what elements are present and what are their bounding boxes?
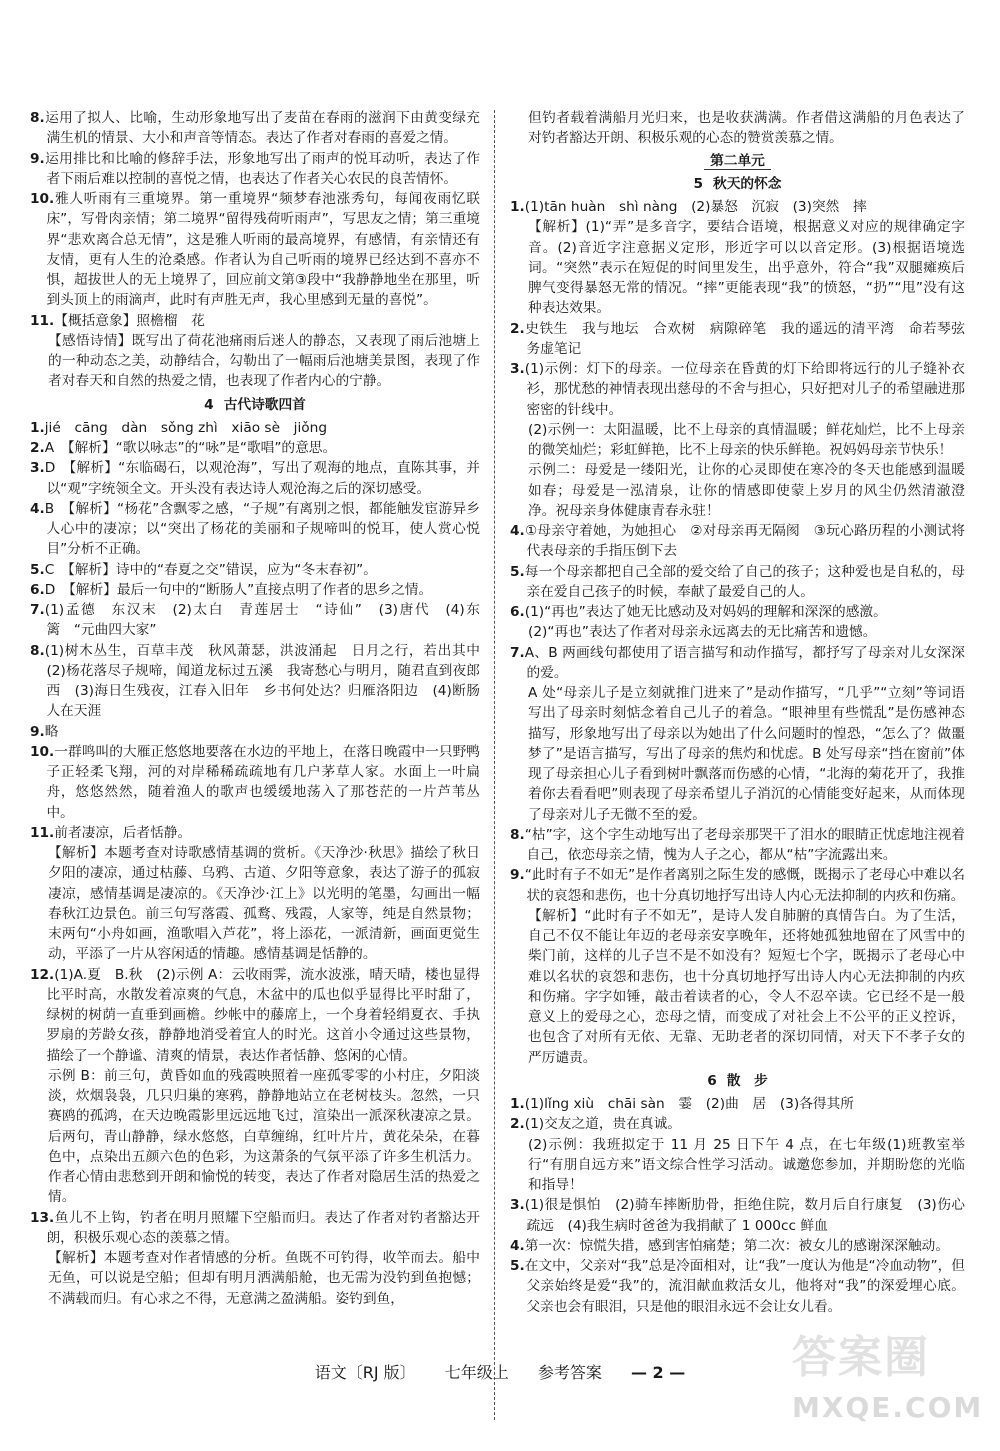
answer-number: 5.	[30, 561, 45, 578]
answer-number: 9.	[30, 723, 45, 740]
answer-item	[528, 217, 965, 318]
answer-text: 【解析】本题考查对作者情感的分析。鱼既不可钓得，收竿而去。船中无鱼，可以说是空船；但却有明月洒满船舱，也无需为没钓到鱼抱憾；不满载而归。有心求之不得，无意满之盈满船。姿钓到鱼，	[48, 1250, 480, 1307]
answer-text: (2)示例：我班拟定于 11 月 25 日下午 4 点，在七年级(1)班教室举行“有朋自远方来”语文综合性学习活动。诚邀您参加，并期盼您的光临和指导！	[528, 1136, 965, 1193]
answer-item	[510, 562, 965, 603]
answer-number: 10.	[30, 191, 55, 207]
answer-text: 【概括意象】照檐榴 花	[54, 312, 205, 329]
section-heading	[510, 174, 965, 194]
answer-number: 4.	[30, 500, 45, 517]
answer-item	[528, 420, 965, 461]
answer-number: 1.	[510, 199, 525, 215]
answer-item	[510, 1114, 965, 1134]
answer-item	[30, 641, 494, 722]
answer-text: jié cāng dàn sǒng zhì xiāo sè jiǒng	[44, 419, 328, 436]
answer-text: 运用了拟人、比喻，生动形象地写出了麦苗在春雨的滋润下由黄变绿充满生机的情景、大小和声音等情态。表达了作者对春雨的喜爱之情。	[44, 110, 480, 147]
answer-number: 6.	[30, 581, 45, 598]
answer-number: 3.	[510, 1197, 525, 1214]
answer-item	[528, 108, 965, 149]
answer-text: B 【解析】“杨花”含飘零之感，“子规”有离别之恨，都能触发宦游异乡人心中的凄凉；以“突出了杨花的美丽和子规啼叫的悦耳，使人赏心悦目”分析不正确。	[44, 500, 480, 558]
answer-item	[30, 1208, 480, 1249]
answer-text: (1)很是惧怕 (2)骑车摔断肋骨，拒绝住院，数月后自行康复 (3)伤心疏远 (4)我生病时爸爸为我捐献了 1 000cc 鲜血	[524, 1197, 965, 1234]
answer-text: 在文中，父亲对“我”总是冷面相对，让“我”一度认为他是“冷血动物”，但父亲始终是爱“我”的，流泪献血救活女儿，他将对“我”的深爱埋心底。父亲也会有眼泪，只是他的眼泪永远不会让女儿看。	[524, 1258, 965, 1315]
section-title: 古代诗歌四首	[223, 396, 306, 413]
answer-number: 1.	[30, 419, 45, 436]
answer-text: 【解析】(1)“弄”是多音字，要结合语境，根据意义对应的规律确定字音。(2)音近字注意据义定形，形近字可以以音定形。(3)根据语境选词。“突然”表示在短促的时间里发生，出乎意外，符合“我”双腿瘫痪后脾气变得暴怒无常的情况。“摔”更能表现“我”的愤怒，“扔”“甩”没有这种表达效果。	[528, 219, 965, 317]
answer-number: 5.	[510, 563, 525, 580]
answer-item	[510, 521, 965, 562]
left-column	[30, 108, 494, 1309]
answer-item	[528, 1135, 965, 1196]
answer-item	[510, 1195, 965, 1236]
answer-number: 8.	[30, 110, 45, 126]
answer-number: 11.	[30, 824, 55, 841]
answer-number: 4.	[510, 523, 525, 539]
answer-item	[48, 1066, 480, 1208]
answer-text: (1)示例：灯下的母亲。一位母亲在昏黄的灯下给即将远行的儿子缝补衣衫，那忧愁的神情表现出慈母的不舍与担心，只好把对儿子的希望融进那密密的针线中。	[524, 361, 965, 418]
answer-text: (1)孟德 东汉末 (2)太白 青莲居士 “诗仙” (3)唐代 (4)东篱 “元曲四大家”	[44, 602, 480, 639]
answer-number: 1.	[510, 1096, 525, 1112]
watermark-logo	[792, 1321, 984, 1439]
answer-text: D 【解析】“东临碣石，以观沧海”，写出了观海的地点，直陈其事，并以“观”字统领全文。开头没有表达诗人观沧海之后的深切感受。	[44, 460, 480, 497]
answer-item	[528, 460, 965, 521]
answer-text: (2)示例一：太阳温暖，比不上母亲的真情温暖；鲜花灿烂，比不上母亲的微笑灿烂；彩虹鲜艳，比不上母亲的快乐鲜艳。祝妈妈母亲节快乐！	[528, 421, 965, 458]
answer-item	[510, 602, 965, 622]
answer-text: A、B 两画线句都使用了语言描写和动作描写，都抒写了母亲对儿女深深的爱。	[524, 644, 965, 681]
answer-item	[510, 359, 965, 420]
section-title: 散 步	[726, 1072, 768, 1089]
answer-text: 【解析】本题考查对诗歌感情基调的赏析。《天净沙·秋思》描绘了秋日夕阳的凄凉，通过枯藤、乌鸦、古道、夕阳等意象，表达了游子的孤寂凄凉，感情基调是凄凉的。《天净沙·江上》以光明的笔墨，勾画出一幅春秋江边景色。前三句写落霞、孤鹜、残霞，人家等，纯是自然景物；末两句“小舟如画，渔歌唱入芦花”，将上添花，一派清新，画面更觉生动，平添了一片从容闲适的情趣。感情基调是恬静的。	[48, 845, 480, 963]
answer-item	[30, 580, 480, 600]
answer-item	[30, 560, 480, 580]
answer-number: 6.	[510, 604, 525, 620]
page-number: — 2 —	[630, 1363, 686, 1382]
answer-text: 第一次：惊慌失措，感到害怕痛楚；第二次：被女儿的感谢深深触动。	[524, 1237, 950, 1254]
answer-item	[528, 622, 965, 642]
answer-number: 8.	[30, 642, 45, 659]
unit-heading	[510, 151, 965, 171]
section-heading	[30, 395, 480, 415]
answer-text: 示例 B：前三句，黄昏如血的残霞映照着一座孤零零的小村庄，夕阳淡淡，炊烟袅袅，几只归巢的寒鸦，静静地站立在老树枝头。忽然，一只赛鸥的孤鸿，在天边晚霞影里远远地飞过，渲染出一派深秋凄凉之景。后两句，青山静静，绿水悠悠，白草缠绵，红叶片片，黄花朵朵，在暮色中，点染出五颜六色的色彩，为这萧条的气氛平添了许多生机活力。作者心情由悲愁到开朗和愉悦的转变，表达了作者对隐居生活的热爱之情。	[48, 1067, 480, 1206]
answer-item	[30, 722, 480, 742]
answer-item	[48, 1248, 480, 1309]
answer-item	[30, 418, 480, 438]
answer-number: 9.	[510, 867, 525, 884]
answer-item	[48, 331, 480, 392]
answer-number: 3.	[30, 460, 45, 477]
answer-item	[30, 311, 480, 331]
answer-number: 3.	[510, 361, 525, 377]
section-number: 5	[693, 175, 704, 192]
answer-item	[30, 600, 480, 641]
answer-text: 前者凄凉，后者恬静。	[54, 824, 192, 841]
section-number: 4	[204, 396, 214, 413]
answer-text: “枯”字，这个字生动地写出了老母亲那哭干了泪水的眼睛正忧虑地注视着自己，依恋母亲之情，愧为人子之心，都从“枯”字流露出来。	[524, 826, 965, 863]
section-title: 秋天的怀念	[713, 175, 782, 192]
answer-text: (1)“再也”表达了她无比感动及对妈妈的理解和深深的感激。	[524, 604, 887, 620]
unit-title: 第二单元	[704, 153, 771, 170]
answer-item	[510, 1236, 965, 1256]
answer-text: (2)“再也”表达了作者对母亲永远离去的无比痛苦和遗憾。	[528, 624, 877, 641]
answer-text: 运用排比和比喻的修辞手法，形象地写出了雨声的悦耳动听，表达了作者下雨后难以控制的喜悦之情，也表达了作者关心农民的良苦情怀。	[44, 150, 480, 187]
answer-item	[30, 742, 480, 823]
answer-text: C 【解析】诗中的“春夏之交”错误，应为“冬末春初”。	[44, 561, 377, 578]
answer-text: 示例二：母爱是一缕阳光，让你的心灵即使在寒冷的冬天也能感到温暖如春；母爱是一泓清泉，让你的情感即使蒙上岁月的风尘仍然清澈澄净。祝母亲身体健康青春永驻！	[528, 462, 965, 519]
answer-number: 2.	[510, 1116, 525, 1133]
answer-number: 7.	[30, 602, 45, 618]
section-number: 6	[707, 1072, 717, 1089]
answer-item	[510, 319, 979, 360]
column-divider	[494, 110, 495, 1420]
answer-text: (1)树木丛生，百草丰茂 秋风萧瑟，洪波涌起 日月之行，若出其中 (2)杨花落尽子规啼，闻道龙标过五溪 我寄愁心与明月，随君直到夜郎西 (3)海日生残夜，江春入旧年 乡书何处达？归雁洛阳边 (4)断肠人在天涯	[44, 642, 494, 720]
answer-text: A 处“母亲儿子是立刻就推门进来了”是动作描写，“几乎”“立刻”等词语写出了母亲时刻惦念着自己儿子的着急。“眼神里有些慌乱”是伤感神态描写，形象地写出了母亲以为她出了什么问题时的惶恐，“怎么了？做噩梦了”是语言描写，写出了母亲的焦灼和忧虑。B 处写母亲“挡在窗前”体现了母亲担心儿子看到树叶飘落而伤感的心情，“北海的菊花开了，我推着你去看看吧”则表现了母亲希望儿子消沉的心情能变好起来，从而体现了母亲对儿子无微不至的爱。	[528, 685, 965, 823]
footer-kind: 参考答案	[537, 1363, 602, 1382]
answer-text: 一群鸣叫的大雁正悠悠地要落在水边的平地上，在落日晚霞中一只野鸭子正轻柔飞翔，河的对岸稀稀疏疏地有几户茅草人家。水面上一叶扁舟，悠悠然然，随着渔人的歌声也缓缓地荡入了那苍茫的一片芦苇丛中。	[46, 743, 480, 821]
footer-grade: 七年级上	[444, 1363, 509, 1382]
answer-number: 9.	[30, 150, 45, 167]
answer-text: (1)交友之道，贵在真诚。	[524, 1116, 681, 1133]
section-heading	[510, 1071, 965, 1091]
answer-text: 略	[44, 723, 59, 740]
footer-subject: 语文〔RJ 版〕	[314, 1363, 416, 1382]
answer-text: (1)A.夏 B.秋 (2)示例 A：云收雨霁，流水波涨，晴天晴，楼也显得比平时高，水散发着凉爽的气息，木盆中的瓜也似乎显得比平时甜了，绿树的树荫一直垂到画檐。纱帐中的藤席上，一个身着轻绢夏衣、手执罗扇的芳龄女孩，静静地消受着宜人的时光。这首小令通过这些景物，描绘了一个静谧、清爽的情景，表达作者恬静、悠闲的心情。	[46, 966, 480, 1064]
answer-item	[30, 499, 480, 560]
answer-item	[528, 683, 965, 825]
answer-text: 史铁生 我与地坛 合欢树 病隙碎笔 我的遥远的清平湾 命若琴弦 务虚笔记	[524, 320, 979, 357]
answer-item	[528, 906, 965, 1068]
answer-text: 雅人听雨有三重境界。第一重境界“频梦春池涨秀句，每闻夜雨忆联床”，写骨肉亲情；第二境界“留得残荷听雨声”，写思友之情；第三重境界“悲欢离合总无情”，这是雅人听雨的最高境界，有感情，有亲情还有友情，更有人生的沧桑感。作者认为自己听雨的境界已经达到不喜亦不惧，超拔世人的无上境界了，回应前文第③段中“我静静地坐在那里，听到头顶上的雨滴声，此时有声胜无声，我心里感到无量的喜悦”。	[46, 191, 480, 309]
answer-number: 2.	[30, 440, 45, 456]
answer-item	[510, 825, 965, 866]
answer-text: 但钓者载着满船月光归来，也是收获满满。作者借这满船的月色表达了对钓者豁达开朗、积极乐观的心态的赞赏羡慕之情。	[528, 110, 965, 147]
answer-item	[30, 438, 480, 458]
answer-item	[510, 197, 965, 217]
answer-item	[30, 823, 480, 843]
answer-number: 4.	[510, 1237, 525, 1254]
answer-text: 【解析】“此时有子不如无”，是诗人发自肺腑的真情告白。为了生活，自己不仅不能让年迈的老母亲安享晚年，还将她孤独地留在了风雪中的柴门前，这样的儿子岂不是不如没有？短短七个字，既揭示了老母心中难以名状的哀怨和悲伤，也十分真切地抒写出诗人内心无法抑制的内疚和伤痛。字字如锤，敲击着读者的心，令人不忍卒读。它已经不是一般意义上的爱母之心，恋母之情，而变成了对社会上不公平的正义控诉，也包含了对所有无依、无靠、无助老者的深切同情，对天下不孝子女的严厉谴责。	[528, 907, 965, 1066]
answer-item	[510, 1094, 965, 1114]
answer-item	[30, 965, 480, 1066]
answer-number: 11.	[30, 312, 55, 329]
answer-number: 10.	[30, 743, 55, 760]
watermark-logo-text: 答案圈	[792, 1332, 930, 1383]
answer-number: 8.	[510, 826, 525, 843]
answer-item	[48, 843, 480, 965]
answer-item	[510, 1256, 965, 1317]
answer-text: D 【解析】最后一句中的“断肠人”直接点明了作者的思乡之情。	[44, 581, 433, 598]
watermark-url: MXQE.COM	[792, 1391, 984, 1424]
answer-number: 5.	[510, 1258, 525, 1274]
answer-number: 13.	[30, 1209, 55, 1226]
answer-item	[30, 149, 480, 190]
answer-text: 【感悟诗情】既写出了荷花池痛雨后迷人的静态，又表现了雨后池塘上的一种动态之美，动静结合，勾勒出了一幅雨后池塘美景图，表现了作者对春天和自然的热爱之情，也表现了作者内心的宁静。	[48, 332, 480, 390]
answer-text: (1)lǐng xiù chāi sàn 霎 (2)曲 居 (3)各得其所	[524, 1096, 854, 1112]
answer-item	[30, 458, 480, 499]
answer-text: “此时有子不如无”是作者离别之际生发的感慨，既揭示了老母心中难以名状的哀怨和悲伤，也十分真切地抒写出诗人内心无法抑制的内疚和伤痛。	[524, 867, 965, 904]
answer-item	[30, 189, 480, 311]
answer-text: (1)tān huàn shì nàng (2)暴怒 沉寂 (3)突然 摔	[524, 199, 867, 215]
answer-number: 2.	[510, 320, 525, 337]
answer-number: 7.	[510, 644, 525, 661]
answer-item	[30, 108, 480, 149]
answer-text: ①母亲守着她，为她担心 ②对母亲再无隔阂 ③玩心路历程的小测试将代表母亲的手指压倒下去	[524, 523, 965, 560]
answer-text: A 【解析】“歌以咏志”的“咏”是“歌唱”的意思。	[44, 440, 337, 456]
answer-item	[510, 643, 965, 684]
answer-text: 每一个母亲都把自己全部的爱交给了自己的孩子；这种爱也是自私的，母亲在爱自己孩子的时候，奉献了最爱自己的人。	[524, 563, 965, 600]
answer-text: 鱼儿不上钩，钓者在明月照耀下空船而归。表达了作者对钓者豁达开朗，积极乐观心态的羡慕之情。	[46, 1209, 480, 1246]
answer-number: 12.	[30, 966, 55, 983]
answer-item	[510, 865, 965, 906]
right-column	[510, 108, 979, 1317]
